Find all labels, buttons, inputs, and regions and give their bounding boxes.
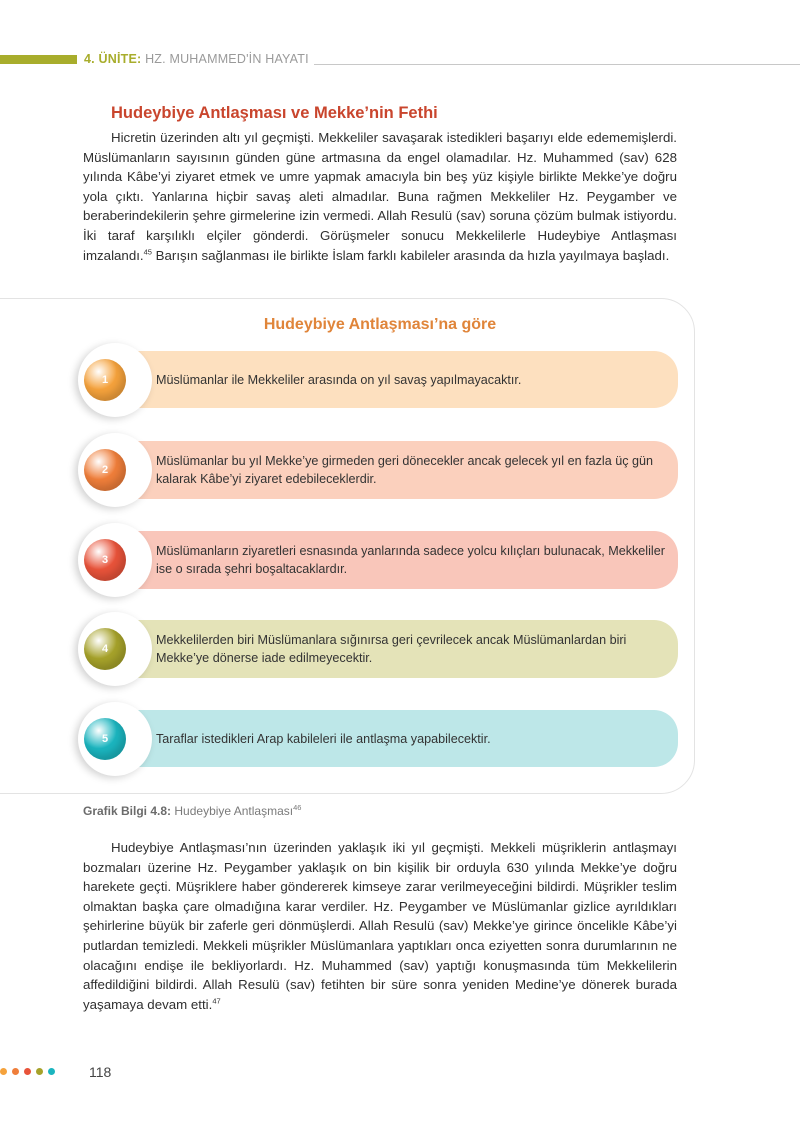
- number-badge: [84, 359, 126, 401]
- number-badge: [84, 718, 126, 760]
- item-text: Müslümanlar bu yıl Mekke’ye girmeden geri dönecekler ancak gelecek yıl en fazla üç gün kalarak Kâbe’yi ziyaret edebileceklerdir.: [156, 454, 654, 486]
- conquest-paragraph-text: Hudeybiye Antlaşması’nın üzerinden yaklaşık iki yıl geçmişti. Mekkeli müşriklerin antlaşmayı bozmaları üzerine Hz. Peygamber yaklaşık on bin kişilik bir orduyla 630 yılında Mekke’ye doğru harekete geçti. Müşriklere haber göndererek kimseye zarar verilmeyeceğini bildirdi. Müşrikler teslim olmaktan başka çare olmadığına karar verdiler. Hz. Peygamber ve Müslümanlar gizlice ayrıldıkları şehirlerine büyük bir zaferle geri dönmüşlerdi. Allah Resulü (sav) Mekke’ye girince öncelikle Kâbe’yi putlardan temizledi. Mekkeli müşrikler Müslümanlara yaptıkları onca eziyetten sonra durumlarının ne olacağını endişe ile bekliyorlardı. Hz. Muhammed (sav) yaptığı konuşmasında tüm Mekkelilerin affedildiğini bildirdi. Allah Resulü (sav) fetihten bir süre sonra yeniden Medine’ye dönerek burada yaşamaya devam etti.: [83, 840, 677, 1012]
- footnote-ref: 45: [143, 247, 152, 257]
- intro-paragraph-end: Barışın sağlanması ile birlikte İslam farklı kabileler arasında da hızla yayılmaya başladı.: [151, 247, 670, 263]
- header-rule: [314, 64, 800, 65]
- number-badge: [84, 628, 126, 670]
- treaty-item: [78, 702, 678, 776]
- unit-label: 4. ÜNİTE:: [84, 52, 142, 66]
- footnote-ref: 47: [212, 996, 221, 1006]
- header-accent-bar: [0, 55, 77, 64]
- decor-dot: [48, 1068, 55, 1075]
- treaty-item: [78, 343, 678, 417]
- treaty-item: [78, 523, 678, 597]
- item-text: Taraflar istedikleri Arap kabileleri ile antlaşma yapabilecektir.: [156, 731, 491, 746]
- item-number: 3: [101, 554, 109, 566]
- treaty-item: [78, 612, 678, 686]
- intro-paragraph: [83, 128, 677, 265]
- item-bar: [136, 710, 678, 767]
- item-bar: [136, 351, 678, 408]
- treaty-item: [78, 433, 678, 507]
- caption-text: Hudeybiye Antlaşması: [174, 804, 294, 818]
- caption-label: Grafik Bilgi 4.8:: [83, 804, 172, 818]
- item-bar: [136, 531, 678, 589]
- item-bar: [136, 441, 678, 499]
- page-number: 118: [89, 1064, 112, 1080]
- number-badge: [84, 449, 126, 491]
- figure-caption: [83, 804, 301, 818]
- conquest-paragraph: [83, 838, 677, 1014]
- unit-topic: HZ. MUHAMMED'İN HAYATI: [145, 52, 309, 66]
- number-badge: [84, 539, 126, 581]
- decor-dot: [36, 1068, 43, 1075]
- decor-dot: [12, 1068, 19, 1075]
- item-text: Müslümanlar ile Mekkeliler arasında on yıl savaş yapılmayacaktır.: [156, 372, 522, 387]
- item-text: Mekkelilerden biri Müslümanlara sığınırsa geri çevrilecek ancak Müslümanlardan biri Mekke’ye dönerse iade edilmeyecektir.: [156, 633, 627, 665]
- page-dots-decoration: [0, 1068, 55, 1075]
- section-title: Hudeybiye Antlaşması ve Mekke’nin Fethi: [111, 104, 438, 122]
- decor-dot: [24, 1068, 31, 1075]
- item-number: 5: [101, 733, 109, 745]
- item-number: 4: [101, 643, 109, 655]
- item-number: 1: [101, 374, 109, 386]
- item-number: 2: [101, 464, 109, 476]
- caption-footnote-ref: 46: [293, 803, 302, 812]
- item-bar: [136, 620, 678, 678]
- intro-paragraph-text: Hicretin üzerinden altı yıl geçmişti. Mekkeliler savaşarak istedikleri başarıyı elde edememişlerdi. Müslümanların sayısının günden güne artmasına da engel olamadılar. Hz. Muhammed (sav) 628 yılında Kâbe’yi ziyaret etmek ve umre yapmak amacıyla bin beş yüz kişiyle birlikte Mekke’ye doğru yola çıktı. Yanlarına hiçbir savaş aleti almadılar. Buna rağmen Mekkeliler Hz. Peygamber ve beraberindekilerin şehre girmelerine izin vermedi. Allah Resulü (sav) soruna çözüm bulmak istiyordu. İki taraf karşılıklı elçiler gönderdi. Görüşmeler sonucu Mekkelilerle Hudeybiye Antlaşması imzalandı.: [83, 130, 677, 263]
- infographic-title: Hudeybiye Antlaşması’na göre: [263, 316, 497, 333]
- running-header: [84, 52, 309, 66]
- decor-dot: [0, 1068, 7, 1075]
- item-text: Müslümanların ziyaretleri esnasında yanlarında sadece yolcu kılıçları bulunacak, Mekkeliler ise o sırada şehri boşaltacaklardır.: [156, 544, 665, 576]
